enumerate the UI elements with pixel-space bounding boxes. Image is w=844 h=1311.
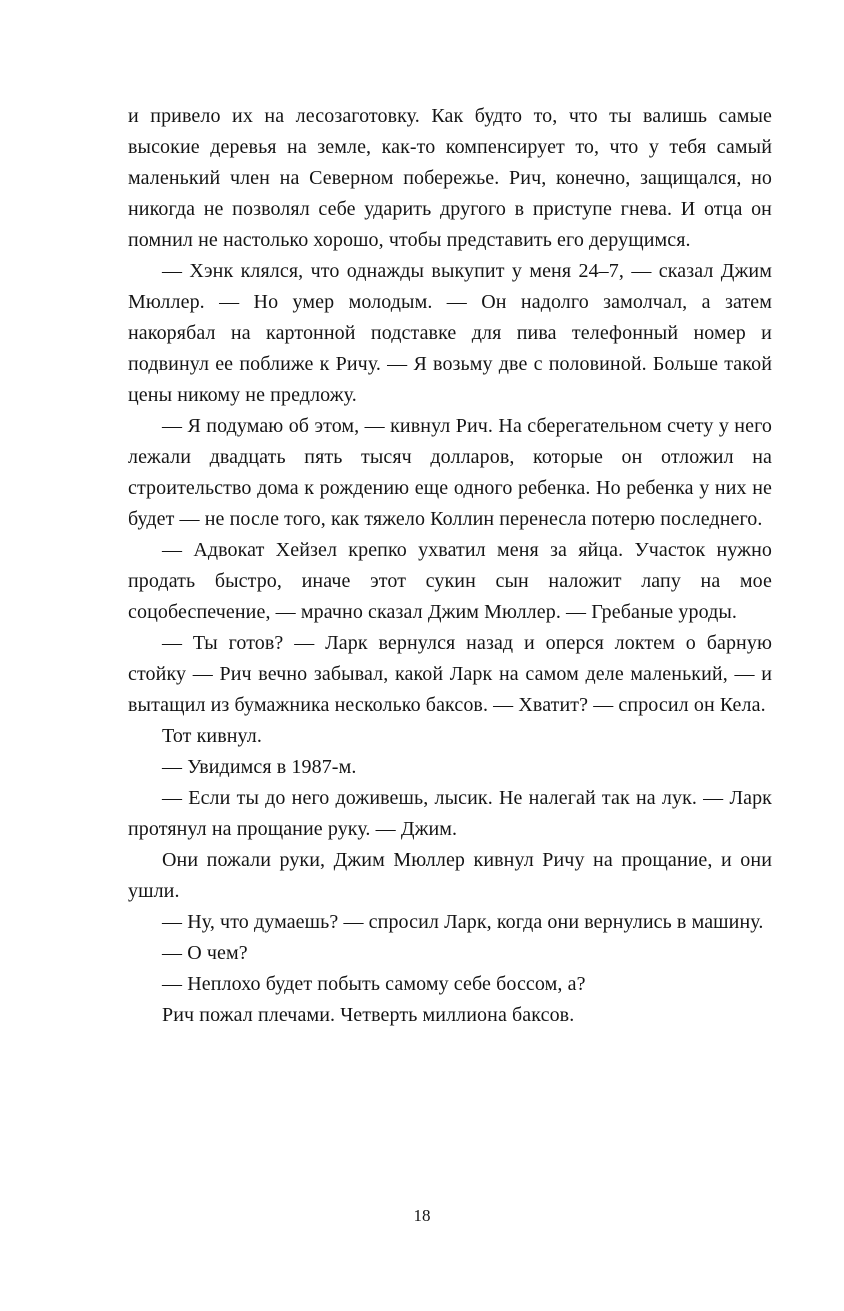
paragraph: — Я подумаю об этом, — кивнул Рич. На сберегательном счету у него лежали двадцать пять тысяч долларов, которые он отложил на строительство дома к рождению еще одного ребенка. Но ребенка у них не будет — не после того, как тяжело Коллин перенесла потерю последнего. <box>128 415 772 530</box>
paragraph: — Ты готов? — Ларк вернулся назад и оперся локтем о барную стойку — Рич вечно забывал, какой Ларк на самом деле маленький, — и вытащил из бумажника несколько баксов. — Хватит? — спросил он Кела. <box>128 632 772 716</box>
paragraph: Рич пожал плечами. Четверть миллиона баксов. <box>162 1004 575 1026</box>
paragraph: — Увидимся в 1987-м. <box>162 756 357 778</box>
paragraph: Тот кивнул. <box>162 725 262 747</box>
paragraph: — Ну, что думаешь? — спросил Ларк, когда они вернулись в машину. <box>162 911 764 933</box>
paragraph: — Неплохо будет побыть самому себе боссом, а? <box>162 973 586 995</box>
paragraph: — Если ты до него доживешь, лысик. Не налегай так на лук. — Ларк протянул на прощание руку. — Джим. <box>128 787 772 840</box>
paragraph: и привело их на лесозаготовку. Как будто то, что ты валишь самые высокие деревья на земле, как-то компенсирует то, что у тебя самый маленький член на Северном побережье. Рич, конечно, защищался, но никогда не позволял себе ударить другого в приступе гнева. И отца он помнил не настолько хорошо, чтобы представить его дерущимся. <box>128 105 772 251</box>
paragraph: — О чем? <box>162 942 248 964</box>
paragraph: — Хэнк клялся, что однажды выкупит у меня 24–7, — сказал Джим Мюллер. — Но умер молодым. — Он надолго замолчал, а затем накорябал на картонной подставке для пива телефонный номер и подвинул ее поближе к Ричу. — Я возьму две с половиной. Больше такой цены никому не предложу. <box>128 260 772 406</box>
page-number: 18 <box>413 1206 431 1225</box>
paragraph: — Адвокат Хейзел крепко ухватил меня за яйца. Участок нужно продать быстро, иначе этот сукин сын наложит лапу на мое соцобеспечение, — мрачно сказал Джим Мюллер. — Гребаные уроды. <box>128 539 772 623</box>
page-text <box>128 101 772 1031</box>
paragraph: Они пожали руки, Джим Мюллер кивнул Ричу на прощание, и они ушли. <box>128 849 772 902</box>
